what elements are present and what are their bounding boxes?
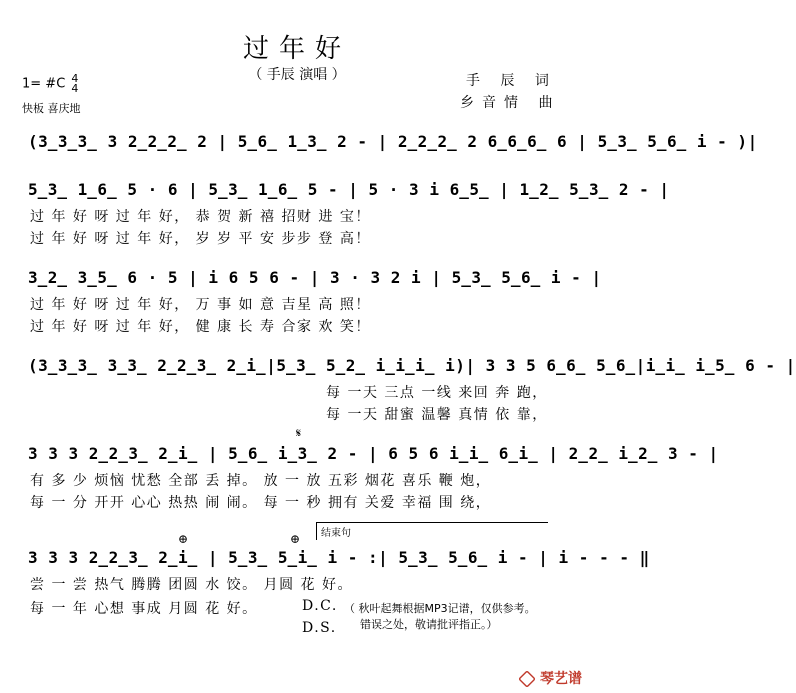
lyric-line-3b: 过 年 好 呀 过 年 好， 健 康 长 寿 合家 欢 笑！	[30, 319, 371, 335]
watermark	[518, 668, 582, 688]
lyric-line-5b: 每 一 分 开开 心心 热热 闹 闹。 每 一 秒 拥有 关爱 幸福 围 绕，	[30, 495, 492, 511]
key-label: 1= #C	[22, 76, 66, 92]
notation-line-2: 5̲3̲ 1̲6̲ 5 · 6 | 5̲3̲ 1̲6̲ 5 - | 5 · 3 i 6̲5̲ | 1̲2̲ 5̲3̲ 2 - |	[28, 180, 670, 199]
lyric-line-2a: 过 年 好 呀 过 年 好， 恭 贺 新 禧 招财 进 宝！	[30, 209, 371, 225]
dc-mark: D.C.	[302, 598, 338, 614]
ds-mark: D.S.	[302, 620, 337, 636]
notation-line-3: 3̲2̲ 3̲5̲ 6 · 5 | i 6 5 6 - | 3 · 3 2 i | 5̲3̲ 5̲6̲ i - |	[28, 268, 602, 287]
lyric-line-4b: 每 一天 甜蜜 温馨 真情 依 靠，	[326, 407, 548, 423]
song-title: 过年好	[242, 34, 351, 64]
coda-icon-2: ⊕	[290, 532, 301, 546]
lyric-line-4a: 每 一天 三点 一线 来回 奔 跑，	[326, 385, 548, 401]
performer: （ 手辰 演唱 ）	[248, 67, 346, 83]
tempo-marking: 快板 喜庆地	[22, 102, 81, 115]
watermark-text: 琴艺谱	[540, 671, 582, 687]
lyric-line-6a: 尝 一 尝 热气 腾腾 团圆 水 饺。 月圆 花 好。	[30, 577, 354, 593]
watermark-icon	[518, 670, 536, 688]
lyricist: 手 辰 词	[466, 73, 557, 89]
transcriber-note-2: 错误之处，敬请批评指正。）	[360, 618, 498, 631]
notation-line-5: 3 3 3 2̲2̲3̲ 2̲i̲ | 5̲6̲ i̲3̲ 2 - | 6 5 6 i̲i̲ 6̲i̲ | 2̲2̲ i̲2̲ 3 - |	[28, 444, 719, 463]
coda-icon-1: ⊕	[178, 532, 189, 546]
time-bottom: 4	[71, 82, 79, 95]
time-signature	[71, 74, 78, 94]
ending-bracket	[316, 522, 548, 523]
lyric-line-3a: 过 年 好 呀 过 年 好， 万 事 如 意 吉星 高 照！	[30, 297, 371, 313]
transcriber-note: （ 秋叶起舞根据MP3记谱，仅供参考。	[344, 602, 536, 615]
segno-icon: 𝄋	[296, 426, 302, 440]
lyric-line-5a: 有 多 少 烦恼 忧愁 全部 丢 掉。 放 一 放 五彩 烟花 喜乐 鞭 炮，	[30, 473, 492, 489]
time-top: 4	[71, 72, 79, 85]
ending-label: 结束句	[316, 522, 355, 540]
lyric-line-2b: 过 年 好 呀 过 年 好， 岁 岁 平 安 步步 登 高！	[30, 231, 371, 247]
notation-line-6: 3 3 3 2̲2̲3̲ 2̲i̲ | 5̲3̲ 5̲i̲ i - :| 5̲3̲ 5̲6̲ i - | i - - - ‖	[28, 548, 650, 567]
lyric-line-6b: 每 一 年 心想 事成 月圆 花 好。	[30, 601, 258, 617]
notation-line-1: (3̲3̲3̲ 3 2̲2̲2̲ 2 | 5̲6̲ 1̲3̲ 2 - | 2̲2̲2̲ 2 6̲6̲6̲ 6 | 5̲3̲ 5̲6̲ i - )|	[28, 132, 758, 151]
composer: 乡音情 曲	[460, 95, 561, 111]
notation-line-4: (3̲3̲3̲ 3̲3̲ 2̲2̲3̲ 2̲i̲|5̲3̲ 5̲2̲ i̲i̲i̲ i)| 3 3 5 6̲6̲ 5̲6̲|i̲i̲ i̲5̲ 6 - |	[28, 356, 796, 375]
key-signature	[22, 74, 78, 94]
